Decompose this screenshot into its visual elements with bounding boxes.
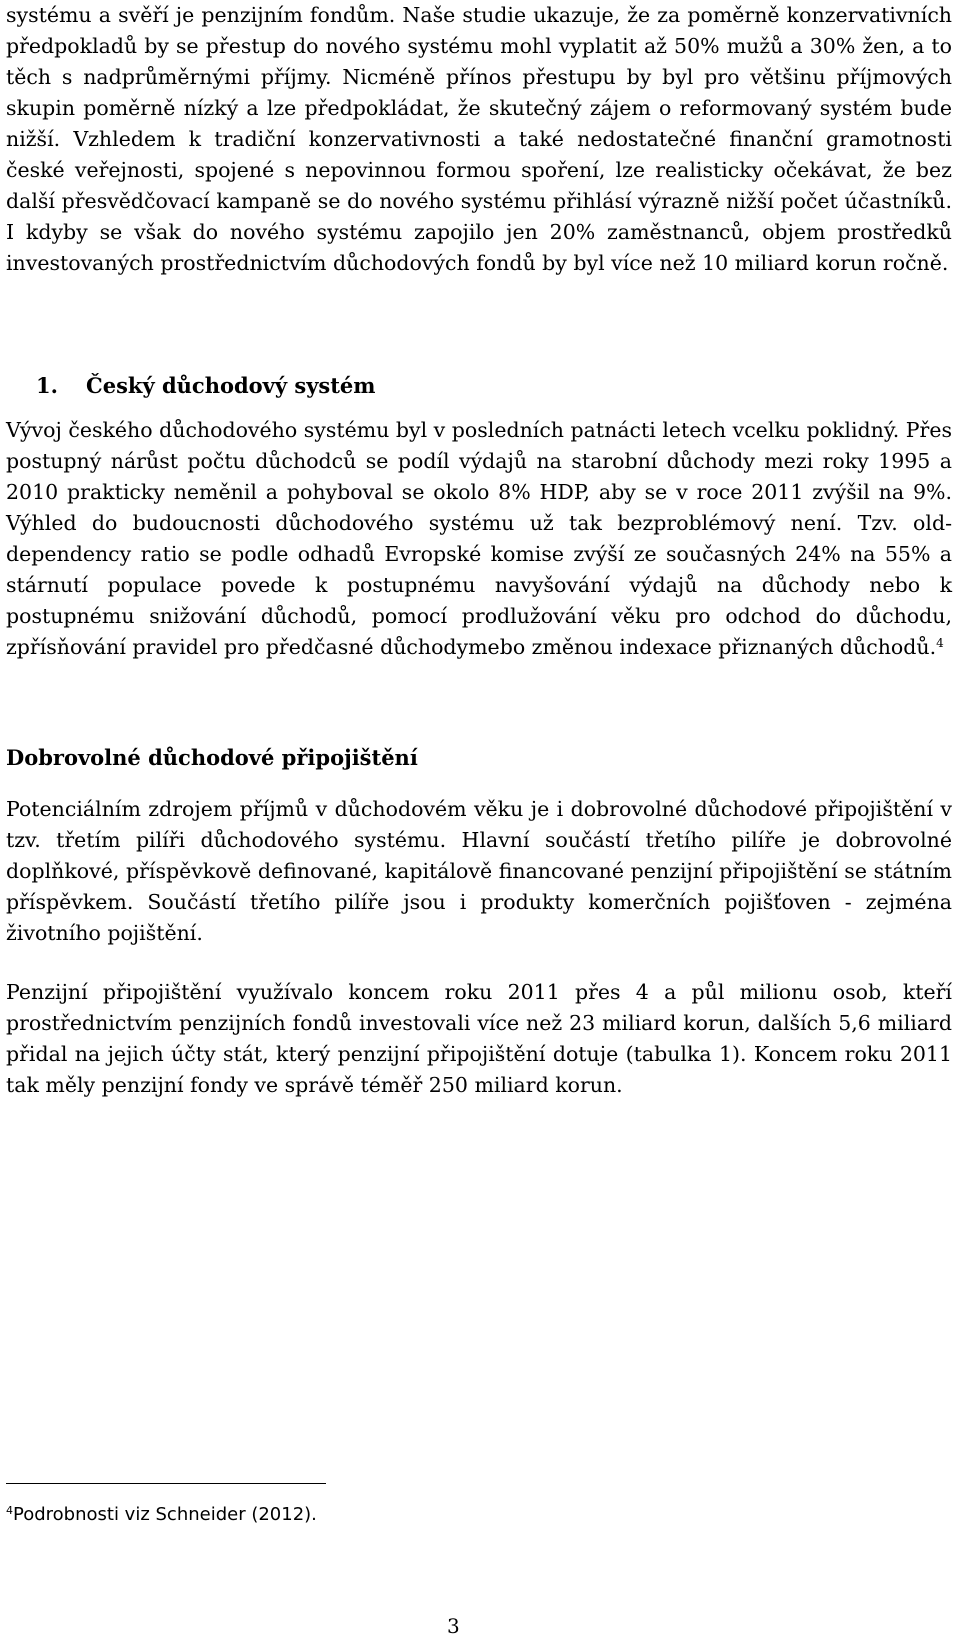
footnote	[6, 1502, 317, 1528]
section-number: 1.	[36, 373, 58, 398]
section-title: Český důchodový systém	[86, 373, 376, 398]
paragraph-voluntary-1: Potenciálním zdrojem příjmů v důchodovém věku je i dobrovolné důchodové připojištění v tzv. třetím pilíři důchodového systému. Hlavní součástí třetího pilíře je dobrovolné doplňkové, příspěvkově definované, kapitálově financované penzijní připojištění se státním příspěvkem. Součástí třetího pilíře jsou i produkty komerčních pojišťoven - zejména životního pojištění.	[6, 797, 952, 945]
footnote-separator	[6, 1483, 326, 1484]
paragraph-voluntary-2: Penzijní připojištění využívalo koncem roku 2011 přes 4 a půl milionu osob, kteří prostřednictvím penzijních fondů investovali více než 23 miliard korun, dalších 5,6 miliard přidal na jejich účty stát, který penzijní připojištění dotuje (tabulka 1). Koncem roku 2011 tak měly penzijní fondy ve správě téměř 250 miliard korun.	[6, 980, 952, 1097]
page-number: 3	[447, 1614, 460, 1638]
paragraph-pension-system	[6, 415, 952, 663]
section-heading	[6, 370, 952, 401]
footnote-text: Podrobnosti viz Schneider (2012).	[13, 1504, 317, 1525]
paragraph-pension-system-text: Vývoj českého důchodového systému byl v posledních patnácti letech vcelku poklidný. Přes postupný nárůst počtu důchodců se podíl výdajů na starobní důchody mezi roky 1995 a 2010 prakticky neměnil a pohyboval se okolo 8% HDP, aby se v roce 2011 zvýšil na 9%. Výhled do budoucnosti důchodového systému už tak bezproblémový není. Tzv. old-dependency ratio se podle odhadů Evropské komise zvýší ze současných 24% na 55% a stárnutí populace povede k postupnému navyšování výdajů na důchody nebo k postupnému snižování důchodů, pomocí prodlužování věku pro odchod do důchodu, zpřísňování pravidel pro předčasné důchodymebo změnou indexace přiznaných důchodů.	[6, 418, 952, 659]
subsection-heading: Dobrovolné důchodové připojištění	[6, 745, 418, 770]
footnote-reference[interactable]: 4	[936, 636, 944, 650]
paragraph-intro: systému a svěří je penzijním fondům. Naše studie ukazuje, že za poměrně konzervativních předpokladů by se přestup do nového systému mohl vyplatit až 50% mužů a 30% žen, a to těch s nadprůměrnými příjmy. Nicméně přínos přestupu by byl pro většinu příjmových skupin poměrně nízký a lze předpokládat, že skutečný zájem o reformovaný systém bude nižší. Vzhledem k tradiční konzervativnosti a také nedostatečné finanční gramotnosti české veřejnosti, spojené s nepovinnou formou spoření, lze realisticky očekávat, že bez další přesvědčovací kampaně se do nového systému přihlásí výrazně nižší počet účastníků. I kdyby se však do nového systému zapojilo jen 20% zaměstnanců, objem prostředků investovaných prostřednictvím důchodových fondů by byl více než 10 miliard korun ročně.	[6, 3, 952, 275]
footnote-marker: 4	[6, 1504, 13, 1517]
